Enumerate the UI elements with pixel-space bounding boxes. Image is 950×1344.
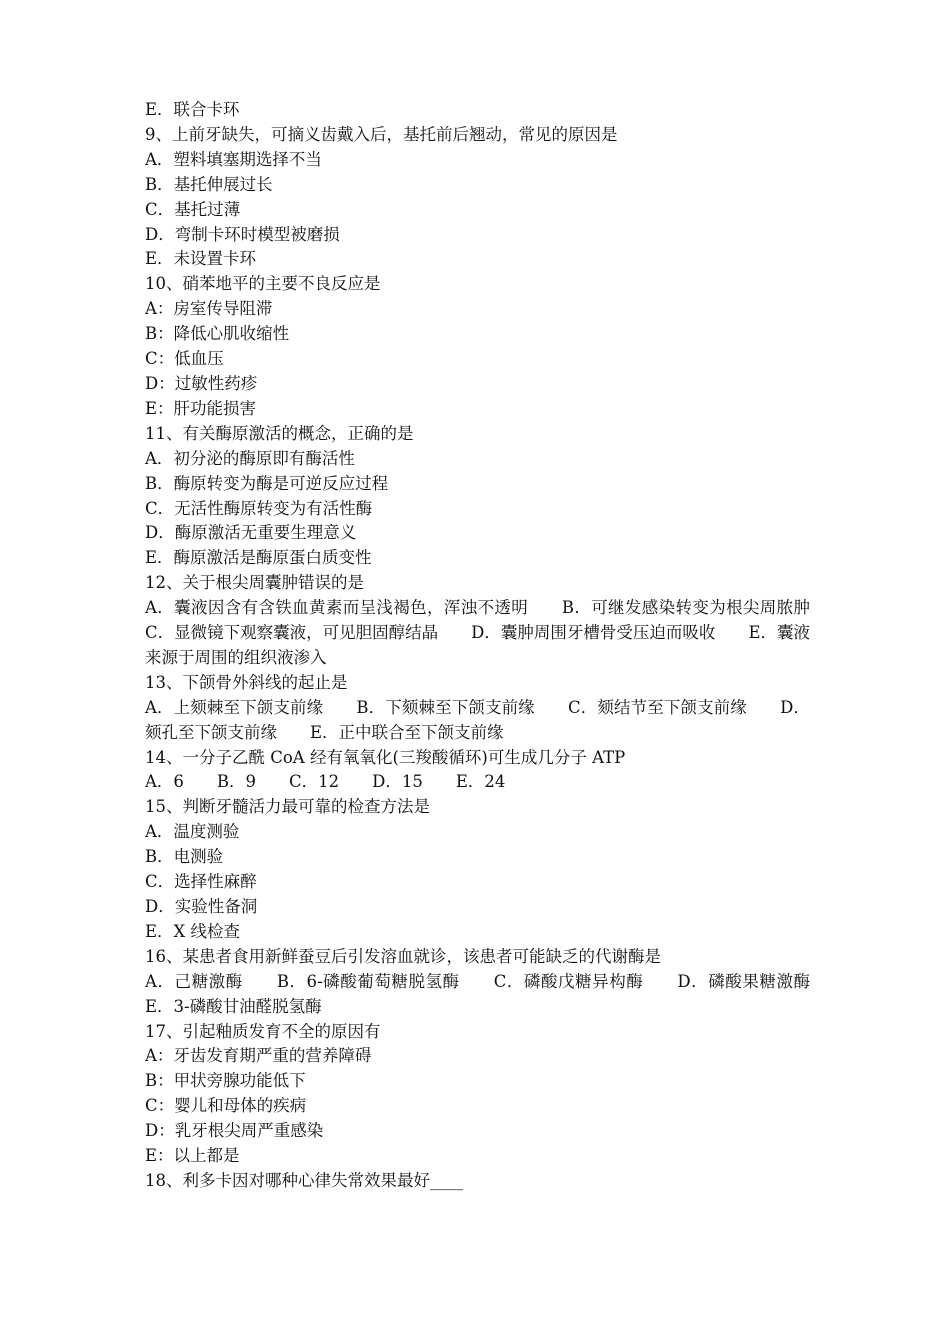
q10-option-d: D：过敏性药疹	[145, 373, 258, 393]
q12-options: A．囊液因含有含铁血黄素而呈浅褐色，浑浊不透明 B．可继发感染转变为根尖周脓肿 C．显微镜下观察囊液，可见胆固醇结晶 D．囊肿周围牙槽骨受压迫而吸收 E．囊液来源于周围的组织液渗入	[145, 598, 843, 667]
q17-option-a: A：牙齿发育期严重的营养障碍	[145, 1046, 372, 1066]
q11-option-a: A．初分泌的酶原即有酶活性	[145, 448, 355, 468]
q10-option-b: B：降低心肌收缩性	[145, 324, 290, 344]
q17-option-b: B：甲状旁腺功能低下	[145, 1071, 306, 1091]
q15-option-c: C．选择性麻醉	[145, 872, 257, 892]
q17-option-d: D：乳牙根尖周严重感染	[145, 1121, 324, 1141]
q11-question: 11、有关酶原激活的概念，正确的是	[145, 423, 414, 443]
q10-option-e: E：肝功能损害	[145, 398, 257, 418]
q9-option-a: A．塑料填塞期选择不当	[145, 149, 322, 169]
q15-option-e: E．X 线检查	[145, 921, 241, 941]
q9-option-d: D．弯制卡环时模型被磨损	[145, 224, 340, 244]
q10-question: 10、硝苯地平的主要不良反应是	[145, 274, 381, 294]
q8-option-e: E．联合卡环	[145, 100, 240, 119]
q15-option-a: A．温度测验	[145, 822, 240, 842]
q17-option-e: E：以上都是	[145, 1146, 240, 1166]
q9-option-c: C．基托过薄	[145, 199, 241, 219]
q17-question: 17、引起釉质发育不全的原因有	[145, 1021, 381, 1041]
q14-options: A．6 B．9 C．12 D．15 E．24	[145, 772, 506, 792]
q12-question: 12、关于根尖周囊肿错误的是	[145, 573, 364, 593]
q9-option-b: B．基托伸展过长	[145, 174, 273, 194]
document-page	[145, 98, 843, 1194]
q11-option-b: B．酶原转变为酶是可逆反应过程	[145, 473, 389, 493]
q15-option-b: B．电测验	[145, 847, 224, 867]
q11-option-c: C．无活性酶原转变为有活性酶	[145, 498, 373, 518]
q11-option-d: D．酶原激活无重要生理意义	[145, 523, 357, 543]
q16-options: A．己糖激酶 B．6-磷酸葡萄糖脱氢酶 C．磷酸戊糖异构酶 D．磷酸果糖激酶 E．3-磷酸甘油醛脱氢酶	[145, 971, 843, 1016]
q15-question: 15、判断牙髓活力最可靠的检查方法是	[145, 797, 430, 817]
q14-question: 14、一分子乙酰 CoA 经有氧氧化(三羧酸循环)可生成几分子 ATP	[145, 747, 626, 767]
q9-question: 9、上前牙缺失，可摘义齿戴入后，基托前后翘动，常见的原因是	[145, 124, 618, 144]
q13-question: 13、下颌骨外斜线的起止是	[145, 672, 348, 692]
q10-option-c: C：低血压	[145, 349, 224, 369]
q16-question: 16、某患者食用新鲜蚕豆后引发溶血就诊，该患者可能缺乏的代谢酶是	[145, 946, 661, 966]
q10-option-a: A：房室传导阻滞	[145, 299, 273, 319]
q13-options: A．上颏棘至下颌支前缘 B．下颏棘至下颌支前缘 C．颏结节至下颌支前缘 D．颏孔至下颌支前缘 E．正中联合至下颌支前缘	[145, 697, 810, 742]
q9-option-e: E．未设置卡环	[145, 249, 257, 269]
q18-question: 18、利多卡因对哪种心律失常效果最好____	[145, 1170, 463, 1190]
q17-option-c: C：婴儿和母体的疾病	[145, 1096, 307, 1116]
q15-option-d: D．实验性备洞	[145, 897, 258, 916]
q11-option-e: E．酶原激活是酶原蛋白质变性	[145, 548, 372, 568]
